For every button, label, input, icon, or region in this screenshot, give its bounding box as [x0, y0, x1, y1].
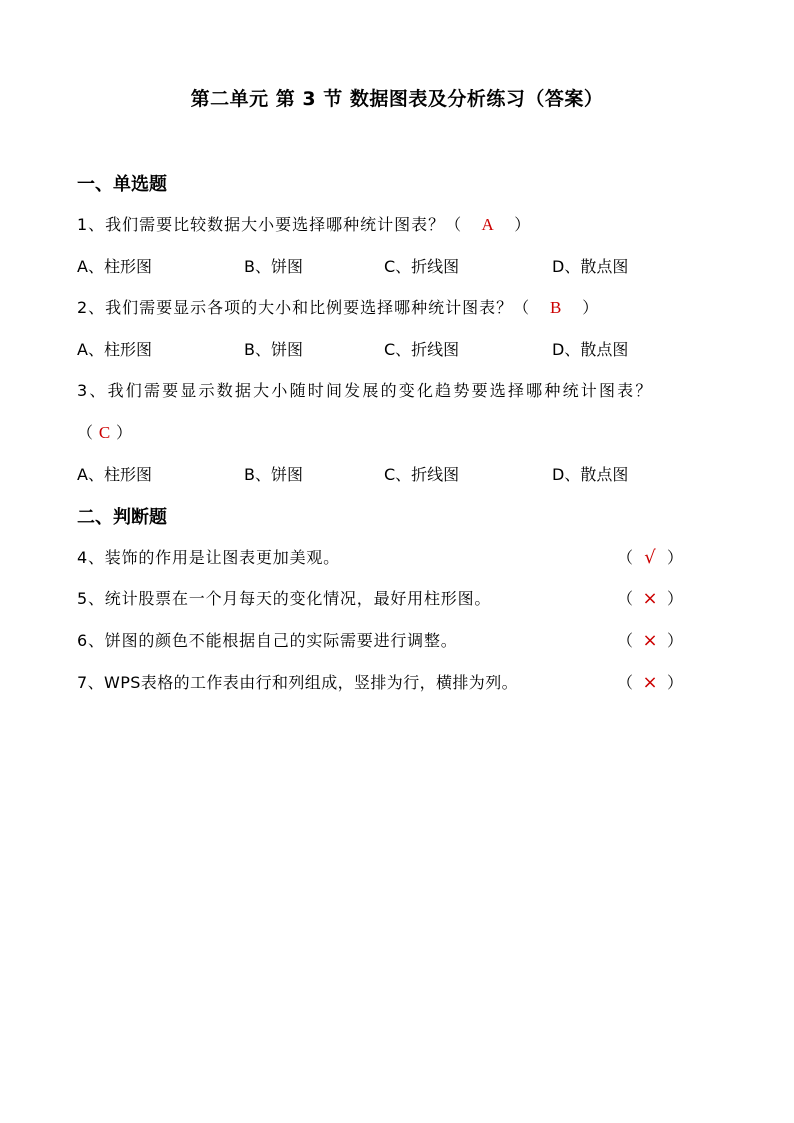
section-heading-true-false: 二、判断题 [77, 507, 167, 528]
judgment-5-open: （ [617, 589, 634, 608]
page-title: 第二单元 第 3 节 数据图表及分析练习（答案） [190, 88, 604, 110]
judgment-7-open: （ [617, 673, 634, 692]
question-1 [77, 212, 531, 235]
judgment-4-answer [617, 545, 683, 568]
question-1-close: ） [514, 215, 532, 234]
question-1-answer: A [481, 215, 495, 234]
question-2-option-b: B、饼图 [244, 340, 303, 359]
question-3-answer-line [77, 420, 133, 443]
question-1-option-b: B、饼图 [244, 257, 303, 276]
judgment-5-close: ） [667, 589, 684, 608]
question-2-text: 2、我们需要显示各项的大小和比例要选择哪种统计图表？（ [77, 298, 531, 317]
question-3: 3、我们需要显示数据大小随时间发展的变化趋势要选择哪种统计图表？ [77, 381, 654, 400]
question-1-option-d: D、散点图 [552, 257, 629, 276]
judgment-5-text: 5、统计股票在一个月每天的变化情况，最好用柱形图。 [77, 589, 492, 608]
question-2-close: ） [582, 298, 600, 317]
judgment-6-text: 6、饼图的颜色不能根据自己的实际需要进行调整。 [77, 631, 458, 650]
judgment-4-close: ） [667, 548, 684, 567]
judgment-7-text: 7、WPS表格的工作表由行和列组成，竖排为行，横排为列。 [77, 673, 519, 692]
judgment-4-text: 4、装饰的作用是让图表更加美观。 [77, 548, 340, 567]
question-3-open: （ [77, 423, 95, 442]
judgment-6-open: （ [617, 631, 634, 650]
question-3-option-d: D、散点图 [552, 465, 629, 484]
judgment-6-answer [617, 628, 683, 651]
question-2-option-c: C、折线图 [384, 340, 460, 359]
judgment-4-open: （ [617, 548, 634, 567]
judgment-4-mark: √ [644, 547, 656, 568]
question-2-option-d: D、散点图 [552, 340, 629, 359]
question-3-answer: C [98, 423, 112, 442]
question-3-option-a: A、柱形图 [77, 465, 152, 484]
judgment-7-mark: × [642, 672, 658, 693]
question-2-option-a: A、柱形图 [77, 340, 152, 359]
judgment-5-mark: × [642, 588, 658, 609]
section-heading-single-choice: 一、单选题 [77, 174, 167, 195]
judgment-5-answer [617, 586, 683, 609]
question-3-close: ） [116, 423, 134, 442]
judgment-6-close: ） [667, 631, 684, 650]
judgment-7-close: ） [667, 673, 684, 692]
question-3-option-c: C、折线图 [384, 465, 460, 484]
question-2-answer: B [550, 298, 563, 317]
judgment-7-answer [617, 670, 683, 693]
question-2 [77, 295, 599, 318]
question-1-option-c: C、折线图 [384, 257, 460, 276]
question-3-option-b: B、饼图 [244, 465, 303, 484]
question-1-text: 1、我们需要比较数据大小要选择哪种统计图表？（ [77, 215, 463, 234]
question-1-option-a: A、柱形图 [77, 257, 152, 276]
judgment-6-mark: × [642, 630, 658, 651]
